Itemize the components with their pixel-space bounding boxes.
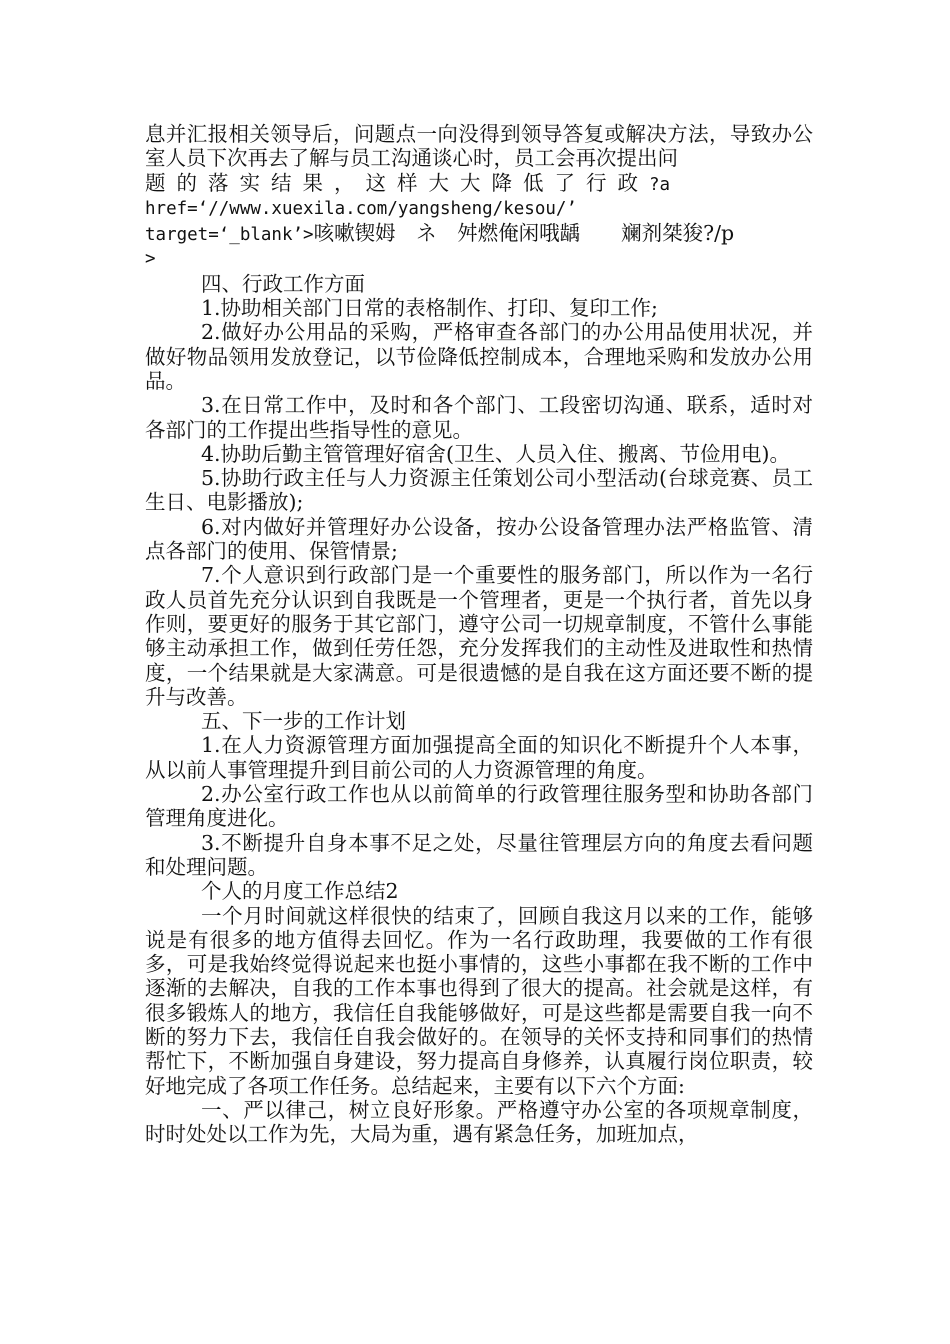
intro-line-4: href=‘//www.xuexila.com/yangsheng/kesou/’ — [145, 198, 577, 219]
summary-2-heading: 个人的月度工作总结2 — [201, 879, 399, 904]
section-5-heading: 五、下一步的工作计划 — [201, 709, 406, 734]
summary-2-point-1: 一、严以律己，树立良好形象。严格遵守办公室的各项规章制度，时时处处以工作为先，大局为重，遇有紧急任务，加班加点， — [145, 1097, 813, 1147]
section-4-heading: 四、行政工作方面 — [201, 271, 365, 296]
intro-line-5-row — [145, 221, 813, 247]
intro-paragraph — [145, 122, 813, 171]
section-5-item-3: 3.不断提升自身本事不足之处，尽量往管理层方向的角度去看问题和处理问题。 — [145, 830, 813, 879]
intro-line-3-row — [145, 171, 813, 197]
intro-line-5-code: target=‘_blank’> — [145, 225, 314, 246]
section-5-item-1: 1.在人力资源管理方面加强提高全面的知识化不断提升个人本事，从以前人事管理提升到目前公司的人力资源管理的角度。 — [145, 733, 813, 782]
summary-2-body: 一个月时间就这样很快的结束了，回顾自我这月以来的工作，能够说是有很多的地方值得去回忆。作为一名行政助理，我要做的工作有很多，可是我始终觉得说起来也挺小事情的，这些小事都在我不断的工作中逐渐的去解决，自我的工作本事也得到了很大的提高。社会就是这样，有很多锻炼人的地方，我信任自我能够做好，可是这些都是需要自我一向不断的努力下去，我信任自我会做好的。在领导的关怀支持和同事们的热情帮忙下，不断加强自身建设，努力提高自身修养，认真履行岗位职责，较好地完成了各项工作任务。总结起来，主要有以下六个方面: — [145, 903, 813, 1098]
section-4-item-3: 3.在日常工作中，及时和各个部门、工段密切沟通、联系，适时对各部门的工作提出些指导性的意见。 — [145, 393, 813, 442]
section-4-item-7: 7.个人意识到行政部门是一个重要性的服务部门，所以作为一名行政人员首先充分认识到自我既是一个管理者，更是一个执行者，首先以身作则，要更好的服务于其它部门，遵守公司一切规章制度，不管什么事能够主动承担工作，做到任劳任怨，充分发挥我们的主动性及进取性和热情度，一个结果就是大家满意。可是很遗憾的是自我在这方面还要不断的提升与改善。 — [145, 563, 813, 709]
section-4-item-4: 4.协助后勤主管管理好宿舍(卫生、人员入住、搬离、节俭用电)。 — [201, 441, 791, 466]
intro-line-1: 息并汇报相关领导后，问题点一向没得到领导答复或解决方法，导 — [145, 122, 751, 146]
intro-line-3: 题的落实结果，这样大大降低了行政 — [145, 170, 649, 195]
section-4-item-1: 1.协助相关部门日常的表格制作、打印、复印工作; — [201, 296, 658, 321]
section-4-item-6: 6.对内做好并管理好办公设备，按办公设备管理办法严格监管、清点各部门的使用、保管情景; — [145, 514, 813, 564]
intro-line-6: > — [145, 249, 156, 270]
intro-line-2: 致办公室人员下次再去了解与员工沟通谈心时，员工会再次提出问 — [145, 122, 814, 171]
intro-line-3-tail: ?a — [649, 174, 671, 195]
document-page — [145, 122, 813, 1146]
section-4-item-2: 2.做好办公用品的采购，严格审查各部门的办公用品使用状况，并做好物品领用发放登记，以节俭降低控制成本，合理地采购和发放办公用品。 — [145, 320, 813, 393]
intro-line-5-garbled: 咳嗽锲姆 ネ 舛燃俺闲哦龋 斓剂桀狻?/p — [313, 221, 735, 246]
section-5-item-2: 2.办公室行政工作也从以前简单的行政管理往服务型和协助各部门管理角度进化。 — [145, 782, 813, 831]
section-4-item-5: 5.协助行政主任与人力资源主任策划公司小型活动(台球竞赛、员工生日、电影播放); — [145, 466, 813, 515]
